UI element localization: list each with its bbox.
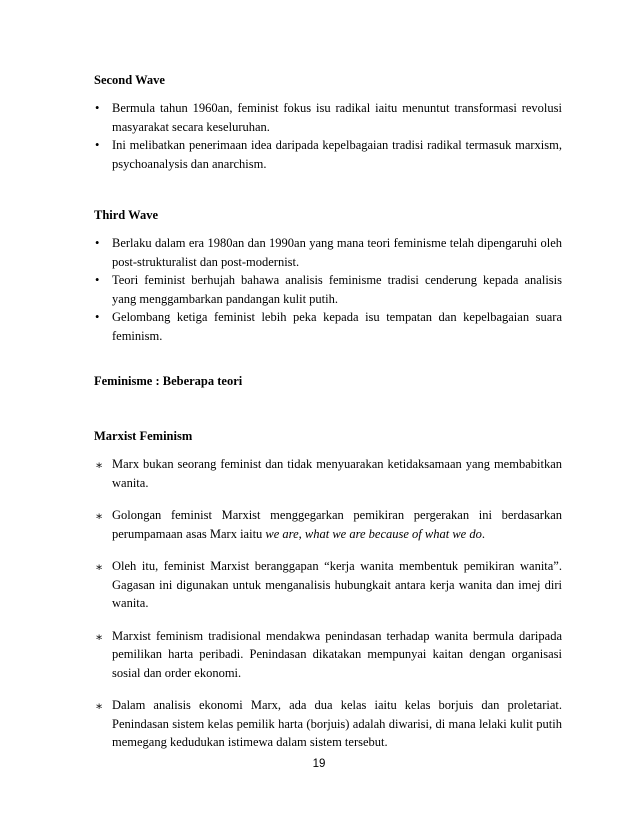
bullet-dot-icon: • <box>95 236 100 250</box>
list-item-text: Bermula tahun 1960an, feminist fokus isu radikal iaitu menuntut transformasi revolusi masyarakat secara keseluruhan. <box>112 101 562 134</box>
list-item-end: . <box>481 526 485 541</box>
bullet-star-icon: ∗ <box>95 629 104 644</box>
list-item-text: Marx bukan seorang feminist dan tidak menyuarakan ketidaksamaan yang membabitkan wanita. <box>112 457 562 490</box>
list-item <box>94 557 562 613</box>
list-item <box>94 136 562 173</box>
third-wave-list <box>94 234 562 345</box>
second-wave-list <box>94 99 562 173</box>
list-item <box>94 627 562 683</box>
bullet-star-icon: ∗ <box>95 509 104 523</box>
heading-marxist-feminism: Marxist Feminism <box>94 429 193 443</box>
list-item <box>94 99 562 136</box>
page-number: 19 <box>312 758 326 770</box>
bullet-dot-icon: • <box>95 310 100 324</box>
list-item <box>94 696 562 752</box>
bullet-dot-icon: • <box>95 101 100 115</box>
list-item-text: Ini melibatkan penerimaan idea daripada kepelbagaian tradisi radikal termasuk marxism, psychoanalysis dan anarchism. <box>112 138 562 171</box>
list-item-text: Berlaku dalam era 1980an dan 1990an yang mana teori feminisme telah dipengaruhi oleh post-strukturalist dan post-modernist. <box>112 236 562 269</box>
list-item-text: Gelombang ketiga feminist lebih peka kepada isu tempatan dan kepelbagaian suara feminism. <box>112 310 562 343</box>
heading-third-wave: Third Wave <box>94 208 159 222</box>
heading-feminisme-teori: Feminisme : Beberapa teori <box>94 374 243 388</box>
bullet-dot-icon: • <box>95 273 100 287</box>
bullet-star-icon: ∗ <box>95 699 104 713</box>
list-item-text: Dalam analisis ekonomi Marx, ada dua kelas iaitu kelas borjuis dan proletariat. Penindasan sistem kelas pemilik harta (borjuis) adalah diwarisi, di mana lelaki kulit putih memegang kedudukan istimewa dalam sistem tersebut. <box>112 698 562 749</box>
list-item <box>94 234 562 271</box>
marxist-list <box>94 455 562 766</box>
list-item-text: Marxist feminism tradisional mendakwa penindasan terhadap wanita bermula daripada pemilikan harta peribadi. Penindasan dikatakan mempunyai kaitan dengan organisasi sosial dan order ekonomi. <box>112 628 562 680</box>
list-item-text: Teori feminist berhujah bahawa analisis feminisme tradisi cenderung kepada analisis yang menggambarkan pandangan kulit putih. <box>112 273 562 306</box>
list-item <box>94 271 562 308</box>
list-item-text: Golongan feminist Marxist menggegarkan pemikiran pergerakan ini berdasarkan perumpamaan asas Marx iaitu <box>112 508 562 541</box>
bullet-star-icon: ∗ <box>95 458 104 472</box>
list-item <box>94 308 562 345</box>
bullet-star-icon: ∗ <box>95 560 104 574</box>
heading-second-wave: Second Wave <box>94 73 165 87</box>
list-item <box>94 506 562 543</box>
list-item-text: Oleh itu, feminist Marxist beranggapan “kerja wanita membentuk pemikiran wanita”. Gagasan ini digunakan untuk menganalisis hubungkait antara kerja wanita dan imej diri wanita. <box>112 559 562 610</box>
list-item <box>94 455 562 492</box>
bullet-dot-icon: • <box>95 138 100 152</box>
list-item-italic: we are, what we are because of what we do <box>265 526 482 541</box>
